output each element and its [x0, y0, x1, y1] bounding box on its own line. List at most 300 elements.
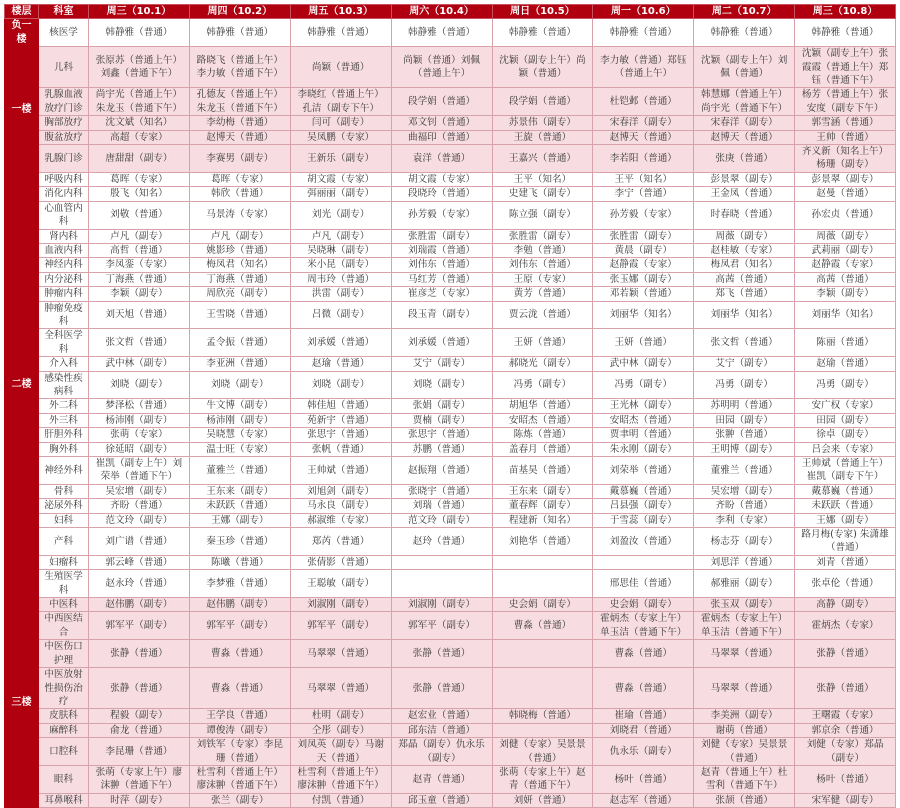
doctor-cell: 陈立强（副专） [492, 201, 593, 229]
doctor-cell: 邓若颖（普通） [593, 287, 694, 301]
doctor-cell: 赵瑜（普通） [290, 357, 391, 371]
doctor-cell: 吴晓慧（专家） [189, 428, 290, 442]
doctor-cell: 马红芳（普通） [391, 272, 492, 286]
doctor-cell: 武中林（副专） [89, 357, 190, 371]
doctor-cell: 杨芳（普通上午）张安度（副专下午） [795, 88, 896, 116]
doctor-cell: 杨沛刚（副专） [189, 413, 290, 427]
department-cell: 妇科 [39, 513, 89, 527]
doctor-cell: 王明博（副专） [694, 442, 795, 456]
doctor-cell: 孔德友（普通上午）朱龙玉（普通下午） [189, 88, 290, 116]
doctor-cell: 李颖（副专） [795, 287, 896, 301]
doctor-cell: 陈炼（普通） [492, 428, 593, 442]
doctor-cell: 张文哲（普通） [694, 329, 795, 357]
department-cell: 乳腺门诊 [39, 145, 89, 173]
doctor-cell: 俞龙（普通） [89, 723, 190, 737]
table-row [5, 484, 896, 498]
doctor-cell: 刘淑刚（副专） [391, 598, 492, 612]
doctor-cell: 高哲（普通） [89, 243, 190, 257]
doctor-cell: 张静（普通） [89, 640, 190, 668]
doctor-cell: 张翀（普通） [694, 428, 795, 442]
doctor-cell: 刘瑞（普通） [391, 499, 492, 513]
header-day: 周六（10.4） [391, 5, 492, 19]
doctor-cell: 王妍（普通） [492, 329, 593, 357]
doctor-cell: 杨叶（普通） [795, 765, 896, 793]
doctor-cell: 王光林（副专） [593, 399, 694, 413]
doctor-cell [492, 668, 593, 709]
doctor-cell: 赵伟鹏（副专） [89, 598, 190, 612]
department-cell: 乳腺血液放疗门诊 [39, 88, 89, 116]
doctor-cell: 安昭杰（普通） [492, 413, 593, 427]
table-row [5, 528, 896, 556]
doctor-cell: 沈颖（副专上午）刘佩（普通） [694, 47, 795, 88]
doctor-cell: 孟令振（普通） [189, 329, 290, 357]
doctor-cell: 洪雷（副专） [290, 287, 391, 301]
doctor-cell: 王东来（副专） [492, 484, 593, 498]
doctor-cell: 刘承媛（普通） [391, 329, 492, 357]
department-cell: 血液内科 [39, 243, 89, 257]
doctor-cell: 时萍（副专） [89, 793, 190, 807]
doctor-cell: 杨志芬（副专） [694, 528, 795, 556]
table-row [5, 428, 896, 442]
doctor-cell: 尚宇光（普通上午）朱龙玉（普通下午） [89, 88, 190, 116]
doctor-cell: 崔瑜（普通） [593, 709, 694, 723]
doctor-cell: 徐卓（副专） [795, 428, 896, 442]
table-row [5, 287, 896, 301]
department-cell: 肿瘤免疫科 [39, 301, 89, 329]
doctor-cell: 张庚（普通） [694, 145, 795, 173]
doctor-cell: 杨沛刚（副专） [89, 413, 190, 427]
department-cell: 神经内科 [39, 258, 89, 272]
doctor-cell: 王旋（普通） [492, 130, 593, 144]
doctor-cell: 曹淼（普通） [189, 668, 290, 709]
schedule-table [4, 4, 896, 808]
doctor-cell: 仝彤（副专） [290, 723, 391, 737]
doctor-cell: 王原（专家） [492, 272, 593, 286]
doctor-cell: 高茜（普通） [795, 272, 896, 286]
header-day: 周二（10.7） [694, 5, 795, 19]
doctor-cell: 陈丽（普通） [795, 329, 896, 357]
doctor-cell: 姚影珍（普通） [189, 243, 290, 257]
department-cell: 产科 [39, 528, 89, 556]
department-cell: 内分泌科 [39, 272, 89, 286]
doctor-cell: 李幼梅（普通） [189, 116, 290, 130]
doctor-cell: 李晓红（普通上午）孔洁（副专下午） [290, 88, 391, 116]
doctor-cell: 曲福印（普通） [391, 130, 492, 144]
doctor-cell: 徐延昭（副专） [89, 442, 190, 456]
doctor-cell: 杜雪利（普通上午）廖沫翀（普通下午） [189, 765, 290, 793]
doctor-cell: 李若阳（普通） [593, 145, 694, 173]
doctor-cell: 朱永刚（副专） [593, 442, 694, 456]
doctor-cell: 陈曦（普通） [189, 555, 290, 569]
doctor-cell: 苑新宇（普通） [290, 413, 391, 427]
doctor-cell: 郝淑维（专家） [290, 513, 391, 527]
doctor-cell: 刘思洋（普通） [694, 555, 795, 569]
doctor-cell: 张颉（普通） [694, 793, 795, 807]
doctor-cell: 张静（普通） [795, 668, 896, 709]
doctor-cell: 刘青（普通） [795, 555, 896, 569]
doctor-cell: 高静（副专） [795, 598, 896, 612]
doctor-cell: 郭京余（普通） [795, 723, 896, 737]
doctor-cell: 彭景翠（副专） [795, 172, 896, 186]
doctor-cell: 霍炳杰（专家上午）单玉洁（普通下午） [593, 612, 694, 640]
doctor-cell: 张萌（专家上午）廖沫翀（普通下午） [89, 765, 190, 793]
doctor-cell: 武中林（副专） [593, 357, 694, 371]
table-row [5, 145, 896, 173]
doctor-cell: 宋春洋（副专） [694, 116, 795, 130]
doctor-cell: 曹淼（普通） [492, 612, 593, 640]
doctor-cell: 艾宁（副专） [694, 357, 795, 371]
doctor-cell: 赵永玲（普通） [89, 570, 190, 598]
doctor-cell: 刘荣举（普通） [593, 457, 694, 485]
doctor-cell: 胡文霞（专家） [391, 172, 492, 186]
doctor-cell: 王学良（普通） [189, 709, 290, 723]
doctor-cell: 韩欣（普通） [189, 187, 290, 201]
doctor-cell: 马翠翠（普通） [290, 668, 391, 709]
doctor-cell: 弭丽丽（副专） [290, 187, 391, 201]
doctor-cell: 韩慧娜（普通上午）尚宇光（普通下午） [694, 88, 795, 116]
doctor-cell: 刘妍（普通） [492, 793, 593, 807]
doctor-cell: 史会娟（副专） [492, 598, 593, 612]
doctor-cell: 郝晓光（副专） [492, 357, 593, 371]
department-cell: 眼科 [39, 765, 89, 793]
doctor-cell: 冯勇（副专） [593, 371, 694, 399]
floor-label: 负一楼 [5, 19, 39, 47]
department-cell: 肿瘤内科 [39, 287, 89, 301]
table-row [5, 272, 896, 286]
doctor-cell: 贾云泷（普通） [492, 301, 593, 329]
department-cell: 肝胆外科 [39, 428, 89, 442]
doctor-cell: 郑芮（普通） [290, 528, 391, 556]
doctor-cell: 段玉青（副专） [391, 301, 492, 329]
doctor-cell: 史建飞（副专） [492, 187, 593, 201]
table-row [5, 172, 896, 186]
department-cell: 肾内科 [39, 229, 89, 243]
department-cell: 胸外科 [39, 442, 89, 456]
table-row [5, 243, 896, 257]
doctor-cell: 胡文霞（专家） [290, 172, 391, 186]
header-floor: 楼层 [5, 5, 39, 19]
doctor-cell: 段学娟（普通） [391, 88, 492, 116]
header-day: 周五（10.3） [290, 5, 391, 19]
doctor-cell: 王帅斌（普通上午）崔凯（副专下午） [795, 457, 896, 485]
doctor-cell: 张静（普通） [89, 668, 190, 709]
doctor-cell: 胡旭华（普通） [492, 399, 593, 413]
doctor-cell: 宋春洋（副专） [593, 116, 694, 130]
doctor-cell: 李赛男（副专） [189, 145, 290, 173]
table-row [5, 88, 896, 116]
doctor-cell: 曹淼（普通） [593, 668, 694, 709]
doctor-cell: 刘光（副专） [290, 201, 391, 229]
doctor-cell: 吴凤鹏（专家） [290, 130, 391, 144]
doctor-cell: 梅凤君（知名） [189, 258, 290, 272]
table-row [5, 329, 896, 357]
table-row [5, 513, 896, 527]
doctor-cell: 牛文博（副专） [189, 399, 290, 413]
doctor-cell: 段晓玲（普通） [391, 187, 492, 201]
doctor-cell: 韩静雅（普通） [694, 19, 795, 47]
doctor-cell: 韩静雅（普通） [89, 19, 190, 47]
doctor-cell: 苏景伟（副专） [492, 116, 593, 130]
table-row [5, 413, 896, 427]
doctor-cell: 赵静霞（专家） [795, 258, 896, 272]
doctor-cell: 刘盈汝（普通） [593, 528, 694, 556]
doctor-cell: 未跃跃（普通） [795, 499, 896, 513]
doctor-cell: 韩静雅（普通） [492, 19, 593, 47]
doctor-cell: 张文哲（普通） [89, 329, 190, 357]
table-row [5, 765, 896, 793]
doctor-cell: 郭军平（副专） [89, 612, 190, 640]
doctor-cell: 李宁（普通） [593, 187, 694, 201]
department-cell: 介入科 [39, 357, 89, 371]
doctor-cell: 赵博天（普通） [593, 130, 694, 144]
doctor-cell: 崔彦芝（专家） [391, 287, 492, 301]
doctor-cell: 赵玲（普通） [391, 528, 492, 556]
doctor-cell: 吴宏增（副专） [694, 484, 795, 498]
doctor-cell: 王新乐（副专） [290, 145, 391, 173]
doctor-cell: 刘丽华（知名） [795, 301, 896, 329]
doctor-cell [492, 723, 593, 737]
doctor-cell: 刘承媛（普通） [290, 329, 391, 357]
doctor-cell: 张玉双（副专） [694, 598, 795, 612]
doctor-cell: 唐甜甜（副专） [89, 145, 190, 173]
doctor-cell: 王帅（普通） [795, 130, 896, 144]
doctor-cell: 王平（知名） [492, 172, 593, 186]
department-cell: 胸部放疗 [39, 116, 89, 130]
doctor-cell [391, 570, 492, 598]
doctor-cell: 马永良（副专） [290, 499, 391, 513]
doctor-cell: 刘淑刚（副专） [290, 598, 391, 612]
doctor-cell: 张静（普通） [391, 668, 492, 709]
department-cell: 皮肤科 [39, 709, 89, 723]
doctor-cell: 赵静霞（专家） [593, 258, 694, 272]
department-cell: 耳鼻喉科 [39, 793, 89, 807]
doctor-cell: 李昆珊（普通） [89, 738, 190, 766]
doctor-cell: 李力敏（普通）郑钰（普通上午） [593, 47, 694, 88]
doctor-cell: 刘凤英（副专）马谢天（普通） [290, 738, 391, 766]
doctor-cell: 段学娟（普通） [492, 88, 593, 116]
doctor-cell: 李凤銮（专家） [89, 258, 190, 272]
doctor-cell: 张思宇（普通） [290, 428, 391, 442]
doctor-cell: 路晓飞（普通上午）李力敏（普通下午） [189, 47, 290, 88]
table-row [5, 201, 896, 229]
doctor-cell: 霍炳杰（专家） [795, 612, 896, 640]
doctor-cell: 谭俊涛（副专） [189, 723, 290, 737]
floor-label: 二楼 [5, 172, 39, 597]
doctor-cell: 董春辉（副专） [492, 499, 593, 513]
doctor-cell: 吕微（副专） [290, 301, 391, 329]
doctor-cell: 郭军平（副专） [391, 612, 492, 640]
table-row [5, 371, 896, 399]
doctor-cell: 仇永乐（副专） [593, 738, 694, 766]
department-cell: 感染性疾病科 [39, 371, 89, 399]
doctor-cell: 安广权（专家） [795, 399, 896, 413]
doctor-cell: 王帅斌（普通） [290, 457, 391, 485]
table-row [5, 793, 896, 807]
doctor-cell: 高超（专家） [89, 130, 190, 144]
doctor-cell: 杨叶（普通） [593, 765, 694, 793]
doctor-cell: 付凯（普通） [290, 793, 391, 807]
doctor-cell: 郑飞（普通） [694, 287, 795, 301]
doctor-cell: 刘晓（副专） [89, 371, 190, 399]
doctor-cell: 谢萌（普通） [694, 723, 795, 737]
doctor-cell: 黄晨（副专） [593, 243, 694, 257]
doctor-cell: 周薇（副专） [694, 229, 795, 243]
doctor-cell: 马翠翠（普通） [694, 640, 795, 668]
header-day: 周四（10.2） [189, 5, 290, 19]
doctor-cell: 赵曼（普通） [795, 187, 896, 201]
doctor-cell: 冯勇（副专） [492, 371, 593, 399]
doctor-cell: 张胜雷（副专） [391, 229, 492, 243]
doctor-cell: 韩晓梅（普通） [492, 709, 593, 723]
doctor-cell: 李美洲（副专） [694, 709, 795, 723]
table-row [5, 723, 896, 737]
doctor-cell: 苏明明（普通） [694, 399, 795, 413]
table-row [5, 668, 896, 709]
doctor-cell: 周韦玲（普通） [290, 272, 391, 286]
doctor-cell: 时春晓（普通） [694, 201, 795, 229]
doctor-cell: 邱玉童（普通） [391, 793, 492, 807]
doctor-cell: 戴慕巍（普通） [593, 484, 694, 498]
doctor-cell: 袁洋（普通） [391, 145, 492, 173]
doctor-cell: 艾宁（副专） [391, 357, 492, 371]
doctor-cell: 史会娟（副专） [593, 598, 694, 612]
doctor-cell: 韩静雅（普通） [391, 19, 492, 47]
doctor-cell: 张思宇（普通） [391, 428, 492, 442]
doctor-cell: 卢凡（副专） [189, 229, 290, 243]
table-row [5, 738, 896, 766]
floor-label: 一楼 [5, 47, 39, 173]
doctor-cell: 王娜（副专） [795, 513, 896, 527]
doctor-cell: 张胜雷（副专） [492, 229, 593, 243]
doctor-cell: 冯勇（副专） [694, 371, 795, 399]
doctor-cell [492, 640, 593, 668]
doctor-cell: 郑晶（副专）仇永乐（副专） [391, 738, 492, 766]
doctor-cell: 李梦雅（普通） [189, 570, 290, 598]
doctor-cell: 刘广谱（普通） [89, 528, 190, 556]
doctor-cell: 刘敬（普通） [89, 201, 190, 229]
header-day: 周一（10.6） [593, 5, 694, 19]
doctor-cell: 张静（普通） [391, 640, 492, 668]
doctor-cell: 盖春月（普通） [492, 442, 593, 456]
table-row [5, 612, 896, 640]
header-day: 周三（10.1） [89, 5, 190, 19]
doctor-cell: 卢凡（副专） [89, 229, 190, 243]
doctor-cell: 韩静雅（普通） [593, 19, 694, 47]
doctor-cell: 田园（副专） [795, 413, 896, 427]
department-cell: 核医学 [39, 19, 89, 47]
doctor-cell: 米小昆（副专） [290, 258, 391, 272]
table-row [5, 570, 896, 598]
doctor-cell: 王聪敏（副专） [290, 570, 391, 598]
doctor-cell: 刘健（专家）郑晶（副专） [795, 738, 896, 766]
doctor-cell: 吴晓琳（副专） [290, 243, 391, 257]
doctor-cell: 马翠翠（普通） [694, 668, 795, 709]
table-row [5, 399, 896, 413]
doctor-cell: 刘晓（副专） [189, 371, 290, 399]
department-cell: 消化内科 [39, 187, 89, 201]
table-row [5, 709, 896, 723]
doctor-cell: 刘旭剑（副专） [290, 484, 391, 498]
doctor-cell: 杜明（副专） [290, 709, 391, 723]
doctor-cell: 刘丽华（知名） [593, 301, 694, 329]
department-cell: 心血管内科 [39, 201, 89, 229]
doctor-cell: 王娜（副专） [189, 513, 290, 527]
doctor-cell: 孙宏贞（普通） [795, 201, 896, 229]
doctor-cell: 宋军健（副专） [795, 793, 896, 807]
doctor-cell: 李亚洲（普通） [189, 357, 290, 371]
table-row [5, 499, 896, 513]
doctor-cell: 韩静雅（普通） [795, 19, 896, 47]
doctor-cell: 董雅兰（普通） [189, 457, 290, 485]
floor-label: 三楼 [5, 598, 39, 808]
doctor-cell: 温士旺（专家） [189, 442, 290, 456]
department-cell: 生殖医学科 [39, 570, 89, 598]
doctor-cell: 冯勇（副专） [795, 371, 896, 399]
doctor-cell: 韩静雅（普通） [189, 19, 290, 47]
doctor-cell: 尚颖（普通）刘佩（普通上午） [391, 47, 492, 88]
doctor-cell: 吴宏增（副专） [89, 484, 190, 498]
doctor-cell: 郭云峰（普通） [89, 555, 190, 569]
doctor-cell: 杜雪利（普通上午）廖沫翀（普通下午） [290, 765, 391, 793]
doctor-cell: 刘艳华（普通） [492, 528, 593, 556]
doctor-cell: 张萌（专家） [89, 428, 190, 442]
doctor-cell [593, 555, 694, 569]
doctor-cell: 周欣亮（副专） [189, 287, 290, 301]
doctor-cell: 赵博天（普通） [694, 130, 795, 144]
doctor-cell: 彭景翠（副专） [694, 172, 795, 186]
doctor-cell: 赵宏业（普通） [391, 709, 492, 723]
doctor-cell: 赵桂敏（专家） [694, 243, 795, 257]
doctor-cell: 张晓宇（普通） [391, 484, 492, 498]
department-cell: 骨科 [39, 484, 89, 498]
department-cell: 外三科 [39, 413, 89, 427]
doctor-cell: 武莉丽（副专） [795, 243, 896, 257]
doctor-cell: 王嘉兴（普通） [492, 145, 593, 173]
department-cell: 中医伤口护理 [39, 640, 89, 668]
doctor-cell: 赵博天（普通） [189, 130, 290, 144]
doctor-cell: 田园（副专） [694, 413, 795, 427]
doctor-cell: 卢凡（副专） [290, 229, 391, 243]
doctor-cell: 丁海燕（普通） [89, 272, 190, 286]
department-cell: 中西医结合 [39, 612, 89, 640]
doctor-cell: 刘伟东（普通） [391, 258, 492, 272]
doctor-cell: 张帆（普通） [290, 442, 391, 456]
doctor-cell [391, 555, 492, 569]
doctor-cell: 刘健（专家）吴景景（普通） [694, 738, 795, 766]
doctor-cell: 刘天旭（普通） [89, 301, 190, 329]
table-row [5, 19, 896, 47]
table-row [5, 229, 896, 243]
doctor-cell: 李颖（副专） [89, 287, 190, 301]
doctor-cell: 戴慕巍（普通） [795, 484, 896, 498]
doctor-cell: 刘晓君（普通） [593, 723, 694, 737]
doctor-cell: 赵青（普通上午）杜雪利（普通下午） [694, 765, 795, 793]
doctor-cell: 刘铁军（专家）李昆珊（普通） [189, 738, 290, 766]
doctor-cell: 齐盼（普通） [694, 499, 795, 513]
table-row [5, 457, 896, 485]
doctor-cell: 李勉（普通） [492, 243, 593, 257]
doctor-cell: 曹淼（普通） [189, 640, 290, 668]
doctor-cell: 孙芳毅（专家） [391, 201, 492, 229]
department-cell: 外二科 [39, 399, 89, 413]
doctor-cell: 丁海燕（普通） [189, 272, 290, 286]
header-day: 周日（10.5） [492, 5, 593, 19]
doctor-cell: 吕会来（专家） [795, 442, 896, 456]
doctor-cell: 张玉娜（副专） [593, 272, 694, 286]
doctor-cell: 路月梅(专家) 朱潇雄（普通） [795, 528, 896, 556]
doctor-cell: 程建新（知名） [492, 513, 593, 527]
doctor-cell: 殷飞（知名） [89, 187, 190, 201]
